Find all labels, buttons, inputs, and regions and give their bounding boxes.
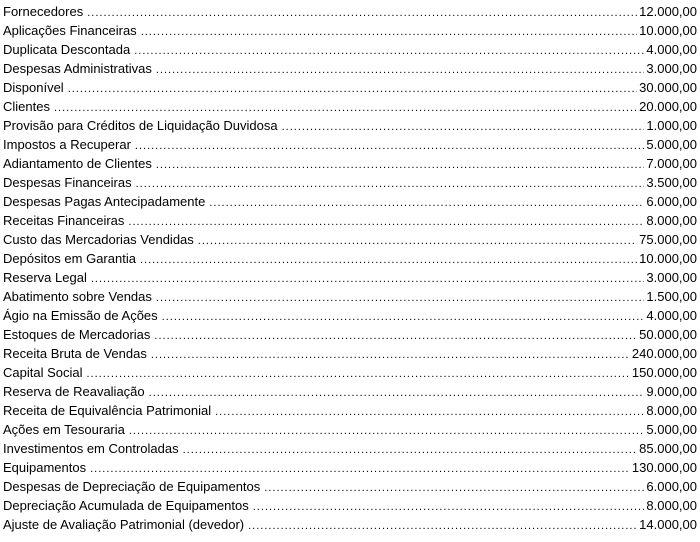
dot-leader — [68, 80, 637, 99]
account-name: Receita Bruta de Vendas — [3, 346, 147, 361]
dot-leader — [129, 422, 645, 441]
account-name: Aplicações Financeiras — [3, 23, 137, 38]
account-row — [3, 401, 697, 420]
dot-leader — [215, 403, 644, 422]
dot-leader — [128, 213, 644, 232]
account-row — [3, 211, 697, 230]
account-name: Ágio na Emissão de Ações — [3, 308, 158, 323]
account-value: 5.000,00 — [646, 137, 697, 152]
dot-leader — [156, 61, 645, 80]
account-value: 12.000,00 — [639, 4, 697, 19]
account-value: 4.000,00 — [646, 308, 697, 323]
account-row — [3, 420, 697, 439]
account-value: 10.000,00 — [639, 23, 697, 38]
account-name: Impostos a Recuperar — [3, 137, 131, 152]
dot-leader — [282, 118, 645, 137]
account-name: Despesas de Depreciação de Equipamentos — [3, 479, 261, 494]
account-value: 10.000,00 — [639, 251, 697, 266]
account-name: Duplicata Descontada — [3, 42, 131, 57]
account-row — [3, 515, 697, 534]
dot-leader — [136, 175, 645, 194]
account-row — [3, 249, 697, 268]
dot-leader — [151, 346, 630, 365]
account-row — [3, 268, 697, 287]
account-row — [3, 97, 697, 116]
account-row — [3, 477, 697, 496]
account-name: Despesas Pagas Antecipadamente — [3, 194, 206, 209]
account-row — [3, 382, 697, 401]
account-value: 75.000,00 — [639, 232, 697, 247]
account-value: 85.000,00 — [639, 441, 697, 456]
account-row — [3, 154, 697, 173]
dot-leader — [154, 327, 637, 346]
account-value: 30.000,00 — [639, 80, 697, 95]
account-name: Abatimento sobre Vendas — [3, 289, 152, 304]
dot-leader — [87, 4, 637, 23]
account-name: Despesas Financeiras — [3, 175, 132, 190]
account-value: 8.000,00 — [646, 498, 697, 513]
dot-leader — [248, 517, 637, 536]
account-name: Adiantamento de Clientes — [3, 156, 152, 171]
dot-leader — [162, 308, 645, 327]
dot-leader — [140, 251, 637, 270]
account-name: Estoques de Mercadorias — [3, 327, 151, 342]
account-name: Provisão para Créditos de Liquidação Duvidosa — [3, 118, 278, 133]
account-name: Fornecedores — [3, 4, 84, 19]
account-name: Receita de Equivalência Patrimonial — [3, 403, 212, 418]
account-row — [3, 40, 697, 59]
account-name: Disponível — [3, 80, 64, 95]
account-value: 4.000,00 — [646, 42, 697, 57]
account-row — [3, 116, 697, 135]
dot-leader — [264, 479, 644, 498]
dot-leader — [198, 232, 637, 251]
account-row — [3, 230, 697, 249]
account-value: 3.000,00 — [646, 61, 697, 76]
account-value: 1.000,00 — [646, 118, 697, 133]
account-value: 8.000,00 — [646, 403, 697, 418]
dot-leader — [253, 498, 645, 517]
account-name: Depósitos em Garantia — [3, 251, 136, 266]
account-row — [3, 78, 697, 97]
account-row — [3, 287, 697, 306]
account-name: Custo das Mercadorias Vendidas — [3, 232, 194, 247]
account-row — [3, 496, 697, 515]
account-row — [3, 21, 697, 40]
account-row — [3, 439, 697, 458]
account-list — [3, 2, 697, 534]
dot-leader — [141, 23, 637, 42]
account-name: Investimentos em Controladas — [3, 441, 179, 456]
account-name: Reserva de Reavaliação — [3, 384, 145, 399]
dot-leader — [134, 42, 644, 61]
dot-leader — [135, 137, 644, 156]
account-value: 9.000,00 — [646, 384, 697, 399]
account-row — [3, 135, 697, 154]
account-value: 50.000,00 — [639, 327, 697, 342]
account-value: 240.000,00 — [631, 346, 697, 361]
dot-leader — [156, 289, 645, 308]
account-value: 3.500,00 — [646, 175, 697, 190]
account-name: Ajuste de Avaliação Patrimonial (devedor) — [3, 517, 245, 532]
account-name: Capital Social — [3, 365, 83, 380]
account-name: Equipamentos — [3, 460, 87, 475]
account-value: 8.000,00 — [646, 213, 697, 228]
account-row — [3, 344, 697, 363]
dot-leader — [91, 270, 645, 289]
account-value: 6.000,00 — [646, 479, 697, 494]
account-row — [3, 325, 697, 344]
account-row — [3, 363, 697, 382]
account-row — [3, 458, 697, 477]
dot-leader — [156, 156, 645, 175]
dot-leader — [183, 441, 638, 460]
account-name: Reserva Legal — [3, 270, 87, 285]
account-value: 5.000,00 — [646, 422, 697, 437]
account-row — [3, 2, 697, 21]
account-value: 150.000,00 — [631, 365, 697, 380]
account-row — [3, 59, 697, 78]
account-row — [3, 192, 697, 211]
account-name: Despesas Administrativas — [3, 61, 152, 76]
account-value: 14.000,00 — [639, 517, 697, 532]
dot-leader — [87, 365, 630, 384]
account-name: Depreciação Acumulada de Equipamentos — [3, 498, 249, 513]
account-value: 1.500,00 — [646, 289, 697, 304]
account-value: 6.000,00 — [646, 194, 697, 209]
account-value: 7.000,00 — [646, 156, 697, 171]
account-value: 130.000,00 — [631, 460, 697, 475]
account-row — [3, 173, 697, 192]
account-row — [3, 306, 697, 325]
account-name: Ações em Tesouraria — [3, 422, 125, 437]
dot-leader — [209, 194, 644, 213]
account-value: 20.000,00 — [639, 99, 697, 114]
dot-leader — [149, 384, 645, 403]
account-name: Receitas Financeiras — [3, 213, 125, 228]
account-name: Clientes — [3, 99, 50, 114]
account-value: 3.000,00 — [646, 270, 697, 285]
